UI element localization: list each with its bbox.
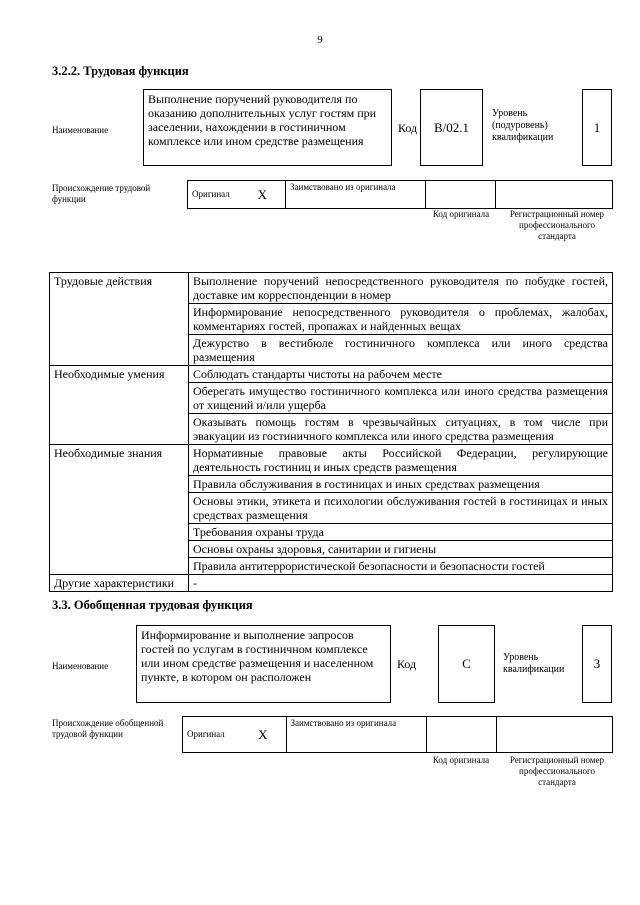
code-original-cell-2	[427, 717, 497, 752]
generalized-function-name-text: Информирование и выполнение запросов гостей по услугам в гостиничном комплексе или ином средстве размещения и населенном пункте, в котором он расположен	[141, 628, 374, 684]
code-value-box	[420, 89, 483, 166]
row-item-text: Соблюдать стандарты чистоты на рабочем месте	[189, 366, 613, 383]
reg-number-cell	[496, 181, 612, 208]
original-mark-2: X	[258, 727, 268, 742]
section-heading: 3.2.2. Трудовая функция	[52, 64, 189, 78]
function-name-text: Выполнение поручений руководителя по оказанию дополнительных услуг гостям при заселении, нахождении в гостиничном комплексе или ином средстве размещения	[148, 92, 377, 148]
row-item-text: Информирование непосредственного руководителя о проблемах, жалобах, комментариях гостей, пропажах и найденных вещах	[189, 304, 613, 335]
function-details-table	[49, 272, 613, 592]
row-item-text: Основы этики, этикета и психологии обслуживания гостей в гостиницах и иных средствах размещения	[189, 493, 613, 524]
code-value-box-2	[438, 625, 495, 703]
section-heading-2: 3.3. Обобщенная трудовая функция	[52, 598, 253, 612]
name-label-2: Наименование	[52, 661, 109, 671]
level-value-box	[582, 89, 612, 166]
borrowed-cell-2	[287, 717, 427, 752]
code-value: B/02.1	[433, 119, 470, 135]
generalized-function-name-box	[136, 625, 391, 703]
level-value-2: 3	[593, 656, 601, 671]
table-row	[50, 445, 613, 476]
row-item-text: Правила антитеррористической безопасности и безопасности гостей	[189, 558, 613, 575]
original-label: Оригинал	[192, 189, 230, 199]
level-value: 1	[593, 119, 601, 135]
code-label-2: Код	[397, 657, 417, 671]
row-item-text: Требования охраны труда	[189, 524, 613, 541]
page-number: 9	[317, 34, 323, 46]
origin-row-2	[182, 716, 613, 753]
row-item-text: -	[189, 575, 613, 592]
origin-label: Происхождение трудовой функции	[52, 183, 151, 204]
borrowed-cell	[286, 181, 426, 208]
row-item-text: Правила обслуживания в гостиницах и иных средствах размещения	[189, 476, 613, 493]
row-item-text: Дежурство в вестибюле гостиничного комплекса или иного средства размещения	[189, 335, 613, 366]
code-value-2: C	[462, 656, 471, 671]
borrowed-label: Заимствовано из оригинала	[290, 182, 396, 192]
original-cell-2	[183, 717, 287, 752]
row-item-text: Выполнение поручений непосредственного руководителя по побудке гостей, доставке им корреспонденции в номер	[189, 273, 613, 304]
row-item-text: Оказывать помощь гостям в чрезвычайных ситуациях, в том числе при эвакуации из гостиничного комплекса или иного средства размещения	[189, 414, 613, 445]
reg-number-caption: Регистрационный номер профессионального стандарта	[509, 209, 605, 241]
level-label: Уровень (подуровень) квалификации	[492, 108, 554, 143]
code-label: Код	[398, 121, 418, 135]
row-group-label: Другие характеристики	[50, 575, 189, 592]
code-original-caption-2: Код оригинала	[432, 755, 490, 765]
row-item-text: Оберегать имущество гостиничного комплекса или иного средства размещения от хищений и/или ущерба	[189, 383, 613, 414]
level-label-2: Уровень квалификации	[503, 652, 565, 675]
row-group-label: Необходимые умения	[50, 366, 189, 445]
table-row	[50, 575, 613, 592]
original-mark: X	[257, 187, 267, 202]
reg-number-cell-2	[497, 717, 612, 752]
name-label: Наименование	[52, 125, 109, 135]
origin-row	[187, 180, 613, 209]
row-group-label: Необходимые знания	[50, 445, 189, 575]
row-item-text: Нормативные правовые акты Российской Федерации, регулирующие деятельность гостиниц и иных средств размещения	[189, 445, 613, 476]
row-item-text: Основы охраны здоровья, санитарии и гигиены	[189, 541, 613, 558]
original-label-2: Оригинал	[187, 729, 225, 739]
code-original-caption: Код оригинала	[432, 209, 490, 219]
table-row	[50, 366, 613, 383]
borrowed-label-2: Заимствовано из оригинала	[290, 718, 397, 728]
code-original-cell	[426, 181, 496, 208]
origin-label-2: Происхождение обобщенной трудовой функции	[52, 718, 164, 739]
table-row	[50, 273, 613, 304]
level-value-box-2	[582, 625, 612, 703]
function-name-box	[143, 89, 392, 166]
row-group-label: Трудовые действия	[50, 273, 189, 366]
reg-number-caption-2: Регистрационный номер профессионального стандарта	[509, 755, 605, 787]
original-cell	[188, 181, 286, 208]
